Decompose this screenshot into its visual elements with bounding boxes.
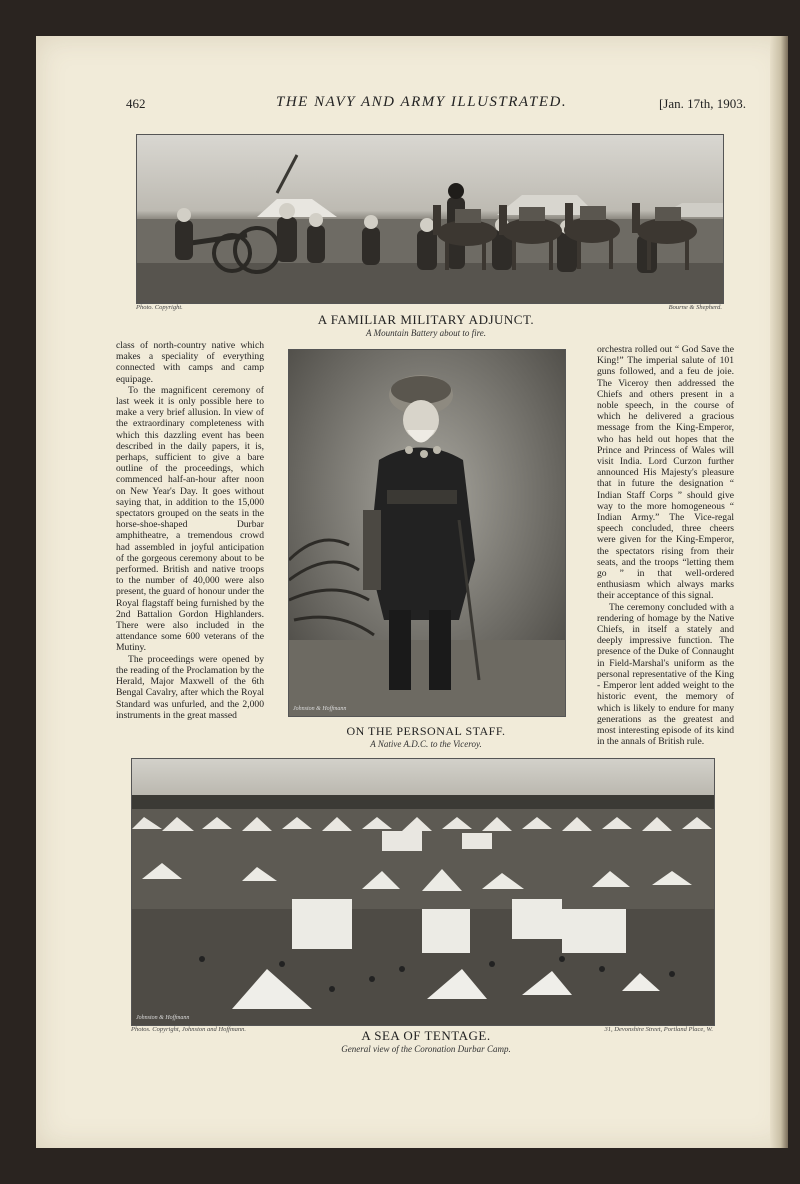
bottom-photo-title: A SEA OF TENTAGE. — [361, 1028, 491, 1043]
left-paragraph: class of north-country native which makes a speciality of everything connected with camps and camp equipage. — [116, 340, 264, 385]
magazine-page — [36, 36, 788, 1148]
portrait-title: ON THE PERSONAL STAFF. — [346, 724, 506, 738]
aide-de-camp-portrait-photo — [288, 349, 566, 717]
top-photo-subtitle: A Mountain Battery about to fire. — [366, 328, 486, 338]
left-paragraph: The proceedings were opened by the reading of the Proclamation by the Herald, Major Maxwell of the 6th Bengal Cavalry, after which the Royal Standard was unfurled, and the 2,000 instruments in the great massed — [116, 653, 264, 721]
top-photo-credit-right: Bourne & Shepherd. — [668, 304, 722, 311]
issue-date: [Jan. 17th, 1903. — [658, 96, 746, 111]
bottom-photo-subtitle: General view of the Coronation Durbar Camp. — [341, 1044, 511, 1054]
durbar-camp-photo — [131, 758, 715, 1026]
right-paragraph: orchestra rolled out “ God Save the King!” The imperial salute of 101 guns followed, and a feu de joie. The Viceroy then addressed the Chiefs and others present in a noble speech, in the course of which he delivered a gracious message from the King-Emperor, who has held out hopes that the Prince and Princess of Wales will visit India. Lord Curzon further announced His Majesty's pleasure that in future the designation “ Indian Staff Corps ” should give way to the more homogeneous “ Indian Army.” The Vice-regal speech concluded, three cheers were given for the King-Emperor, the spectators rising from their seats, and the troops “letting them go ” in that well-ordered enthusiasm which always marks their acceptance of this signal. — [597, 344, 734, 602]
bottom-photo-credit-left: Photos. Copyright, Johnston and Hoffmann. — [131, 1026, 247, 1033]
portrait-subtitle: A Native A.D.C. to the Viceroy. — [370, 739, 482, 749]
left-text-column — [116, 340, 264, 721]
camp-plate-mark: Johnston & Hoffmann — [136, 1015, 190, 1021]
mountain-battery-photo — [136, 134, 724, 304]
page-number: 462 — [126, 96, 146, 111]
page-binding-shadow — [770, 36, 788, 1148]
page-header — [126, 96, 746, 116]
bottom-photo-credit-right: 31, Devonshire Street, Portland Place, W. — [604, 1026, 713, 1033]
top-photo-credit-left: Photo. Copyright. — [136, 304, 183, 311]
portrait-plate-mark: Johnston & Hoffmann — [293, 706, 347, 712]
running-title: THE NAVY AND ARMY ILLUSTRATED. — [276, 94, 568, 110]
left-paragraph: To the magnificent ceremony of last week it is only possible here to make a very brief allusion. In view of the extraordinary completeness with which this dazzling event has been described in the daily papers, it is, perhaps, sufficient to give a bare outline of the proceedings, which commenced half-an-hour after noon on New Year's Day. It goes without saying that, in addition to the 15,000 spectators grouped on the seats in the horse-shoe-shaped Durbar amphitheatre, a tremendous crowd had assembled in joyful anticipation of the gorgeous ceremony about to be performed. British and native troops to the number of 40,000 were also present, the guard of honour under the Royal flagstaff being furnished by the 2nd Battalion Gordon Highlanders. There were also included in the attendance some 600 veterans of the Mutiny. — [116, 384, 264, 654]
top-photo-title: A FAMILIAR MILITARY ADJUNCT. — [317, 312, 535, 327]
right-paragraph: The ceremony concluded with a rendering of homage by the Native Chiefs, in itself a stately and deeply impressive function. The presence of the Duke of Connaught in Field-Marshal's uniform as the personal representative of the King - Emperor lent added weight to the historic event, the memory of which is likely to endure for many generations as the greatest and most interesting episode of its kind in the annals of British rule. — [597, 601, 734, 748]
right-text-column — [597, 344, 734, 747]
